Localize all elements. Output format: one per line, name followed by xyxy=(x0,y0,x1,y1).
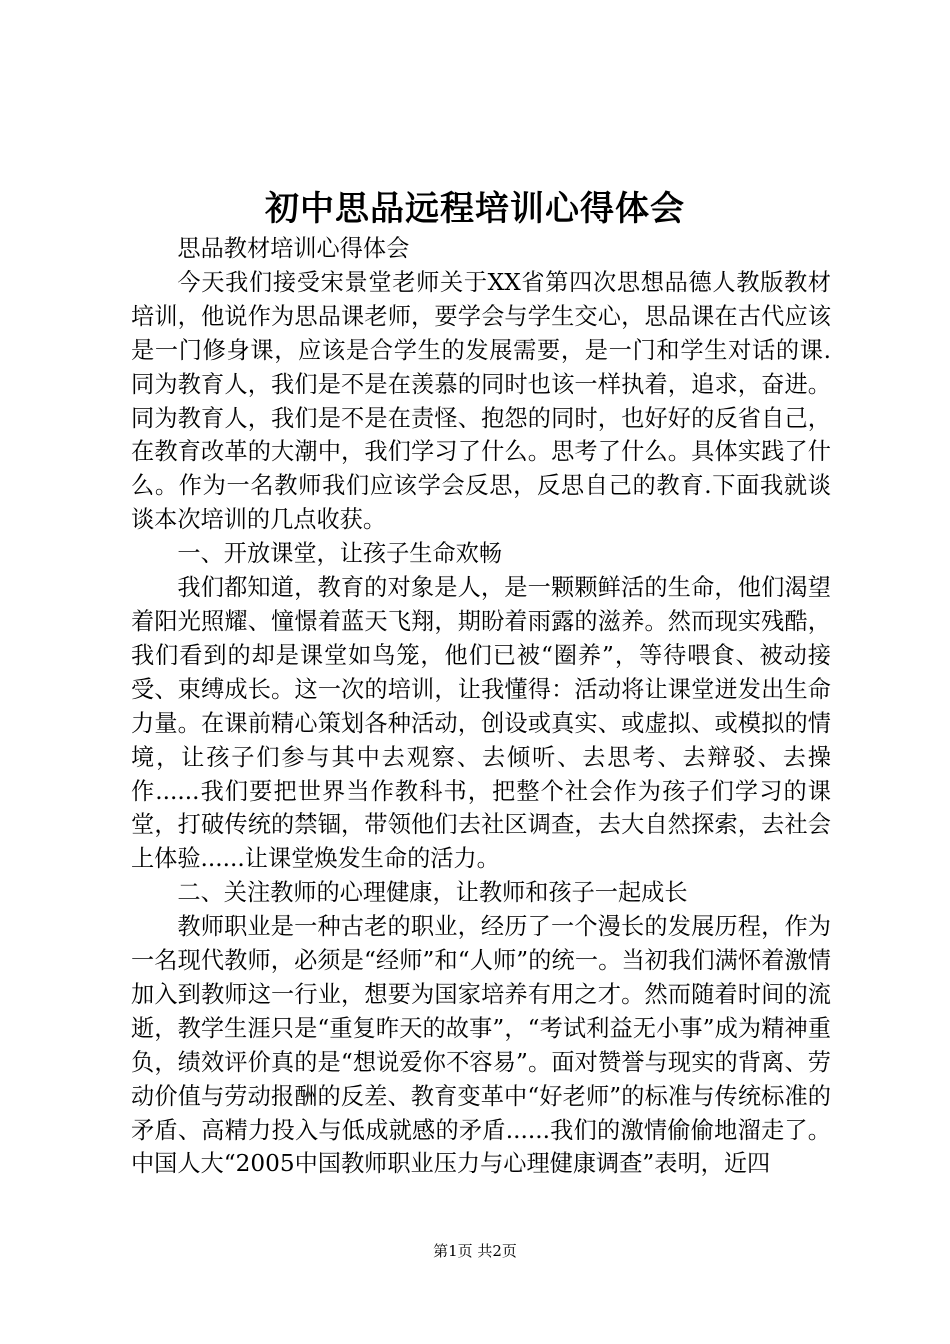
section-heading-2: 二、关注教师的心理健康，让教师和孩子一起成长 xyxy=(177,879,688,907)
subtitle-paragraph: 思品教材培训心得体会 xyxy=(177,235,410,262)
intro-paragraph: 今天我们接受宋景堂老师关于XX省第四次思想品德人教版教材培训，他说作为思品课老师，要学会与学生交心，思品课在古代应该是一门修身课，应该是合学生的发展需要，是一门和学生对话的课.同为教育人，我们是不是在羡慕的同时也该一样执着，追求，奋进。同为教育人，我们是不是在责怪、抱怨的同时，也好好的反省自己，在教育改革的大潮中，我们学习了什么。思考了什么。具体实践了什么。作为一名教师我们应该学会反思，反思自己的教育.下面我就谈谈本次培训的几点收获。 xyxy=(131,268,831,534)
document-title: 初中思品远程培训心得体会 xyxy=(265,189,685,229)
section-1-paragraph: 我们都知道，教育的对象是人，是一颗颗鲜活的生命，他们渴望着阳光照耀、憧憬着蓝天飞翔，期盼着雨露的滋养。然而现实残酷，我们看到的却是课堂如鸟笼，他们已被“圈养”，等待喂食、被动接受、束缚成长。这一次的培训，让我懂得：活动将让课堂迸发出生命力量。在课前精心策划各种活动，创设或真实、或虚拟、或模拟的情境，让孩子们参与其中去观察、去倾听、去思考、去辩驳、去操作......我们要把世界当作教科书，把整个社会作为孩子们学习的课堂，打破传统的禁锢，带领他们去社区调查，去大自然探索，去社会上体验......让课堂焕发生命的活力。 xyxy=(131,574,831,873)
section-2-paragraph: 教师职业是一种古老的职业，经历了一个漫长的发展历程，作为一名现代教师，必须是“经师”和“人师”的统一。当初我们满怀着激情加入到教师这一行业，想要为国家培养有用之才。然而随着时间的流逝，教学生涯只是“重复昨天的故事”，“考试利益无小事”成为精神重负，绩效评价真的是“想说爱你不容易”。面对赞誉与现实的背离、劳动价值与劳动报酬的反差、教育变革中“好老师”的标准与传统标准的矛盾、高精力投入与低成就感的矛盾......我们的激情偷偷地溜走了。中国人大“2005中国教师职业压力与心理健康调查”表明，近四 xyxy=(131,913,831,1178)
page-number-footer: 第1页 共2页 xyxy=(433,1242,517,1260)
section-heading-1: 一、开放课堂，让孩子生命欢畅 xyxy=(177,540,503,568)
document-body xyxy=(131,232,831,1181)
